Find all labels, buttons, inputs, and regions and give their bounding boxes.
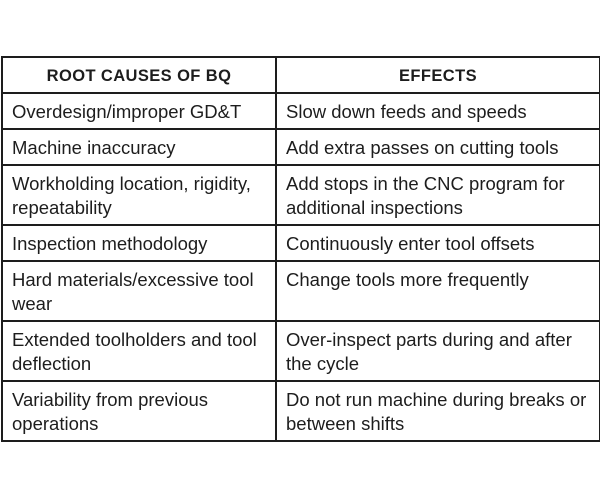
effect-cell: Continuously enter tool offsets — [276, 225, 600, 261]
effect-cell: Over-inspect parts during and after the cycle — [276, 321, 600, 381]
table-row — [2, 381, 600, 441]
table-row — [2, 129, 600, 165]
cause-cell: Overdesign/improper GD&T — [2, 93, 276, 129]
effect-cell: Slow down feeds and speeds — [276, 93, 600, 129]
effect-cell: Change tools more frequently — [276, 261, 600, 321]
bq-table-container — [1, 56, 599, 442]
effect-cell: Add stops in the CNC program for additional inspections — [276, 165, 600, 225]
cause-cell: Inspection methodology — [2, 225, 276, 261]
table-row — [2, 321, 600, 381]
cause-cell: Extended toolholders and tool deflection — [2, 321, 276, 381]
cause-cell: Workholding location, rigidity, repeatability — [2, 165, 276, 225]
cause-cell: Variability from previous operations — [2, 381, 276, 441]
header-effects: EFFECTS — [276, 57, 600, 93]
header-root-causes: ROOT CAUSES OF BQ — [2, 57, 276, 93]
table-row — [2, 261, 600, 321]
table-header-row — [2, 57, 600, 93]
root-causes-effects-table — [1, 56, 600, 442]
cause-cell: Hard materials/excessive tool wear — [2, 261, 276, 321]
table-row — [2, 93, 600, 129]
effect-cell: Add extra passes on cutting tools — [276, 129, 600, 165]
effect-cell: Do not run machine during breaks or between shifts — [276, 381, 600, 441]
table-row — [2, 165, 600, 225]
table-row — [2, 225, 600, 261]
cause-cell: Machine inaccuracy — [2, 129, 276, 165]
